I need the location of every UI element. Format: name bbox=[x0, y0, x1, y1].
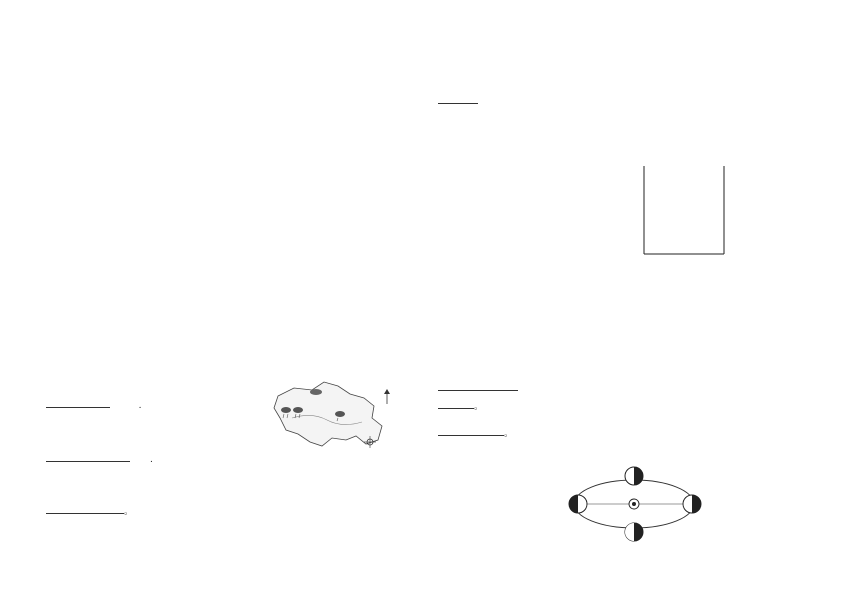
q27-part2-cont: 。 bbox=[438, 399, 483, 413]
cloud-icon bbox=[310, 389, 322, 395]
q26-part3-cont: 。 bbox=[46, 504, 133, 518]
climate-chart bbox=[618, 146, 790, 272]
weather-map bbox=[272, 378, 402, 458]
north-arrow bbox=[384, 389, 390, 404]
earth-icon bbox=[625, 467, 643, 485]
answer-blank[interactable] bbox=[478, 381, 518, 391]
q26-part2-answer: . bbox=[46, 452, 153, 466]
answer-blank[interactable] bbox=[46, 452, 130, 462]
orbit-diagram bbox=[558, 460, 718, 552]
q27-part2 bbox=[438, 381, 518, 395]
answer-blank[interactable] bbox=[438, 381, 478, 391]
answer-blank[interactable] bbox=[46, 398, 110, 408]
region-outline bbox=[274, 382, 382, 446]
q27-part3: 。 bbox=[438, 426, 513, 440]
earth-icon bbox=[625, 523, 643, 541]
answer-blank[interactable] bbox=[438, 399, 474, 409]
earth-icon bbox=[569, 495, 587, 513]
answer-blank[interactable] bbox=[438, 94, 478, 104]
q25-part5 bbox=[438, 94, 478, 108]
earth-icon bbox=[683, 495, 701, 513]
q26-part1: . bbox=[46, 398, 141, 412]
answer-blank[interactable] bbox=[438, 426, 504, 436]
answer-blank[interactable] bbox=[46, 504, 124, 514]
